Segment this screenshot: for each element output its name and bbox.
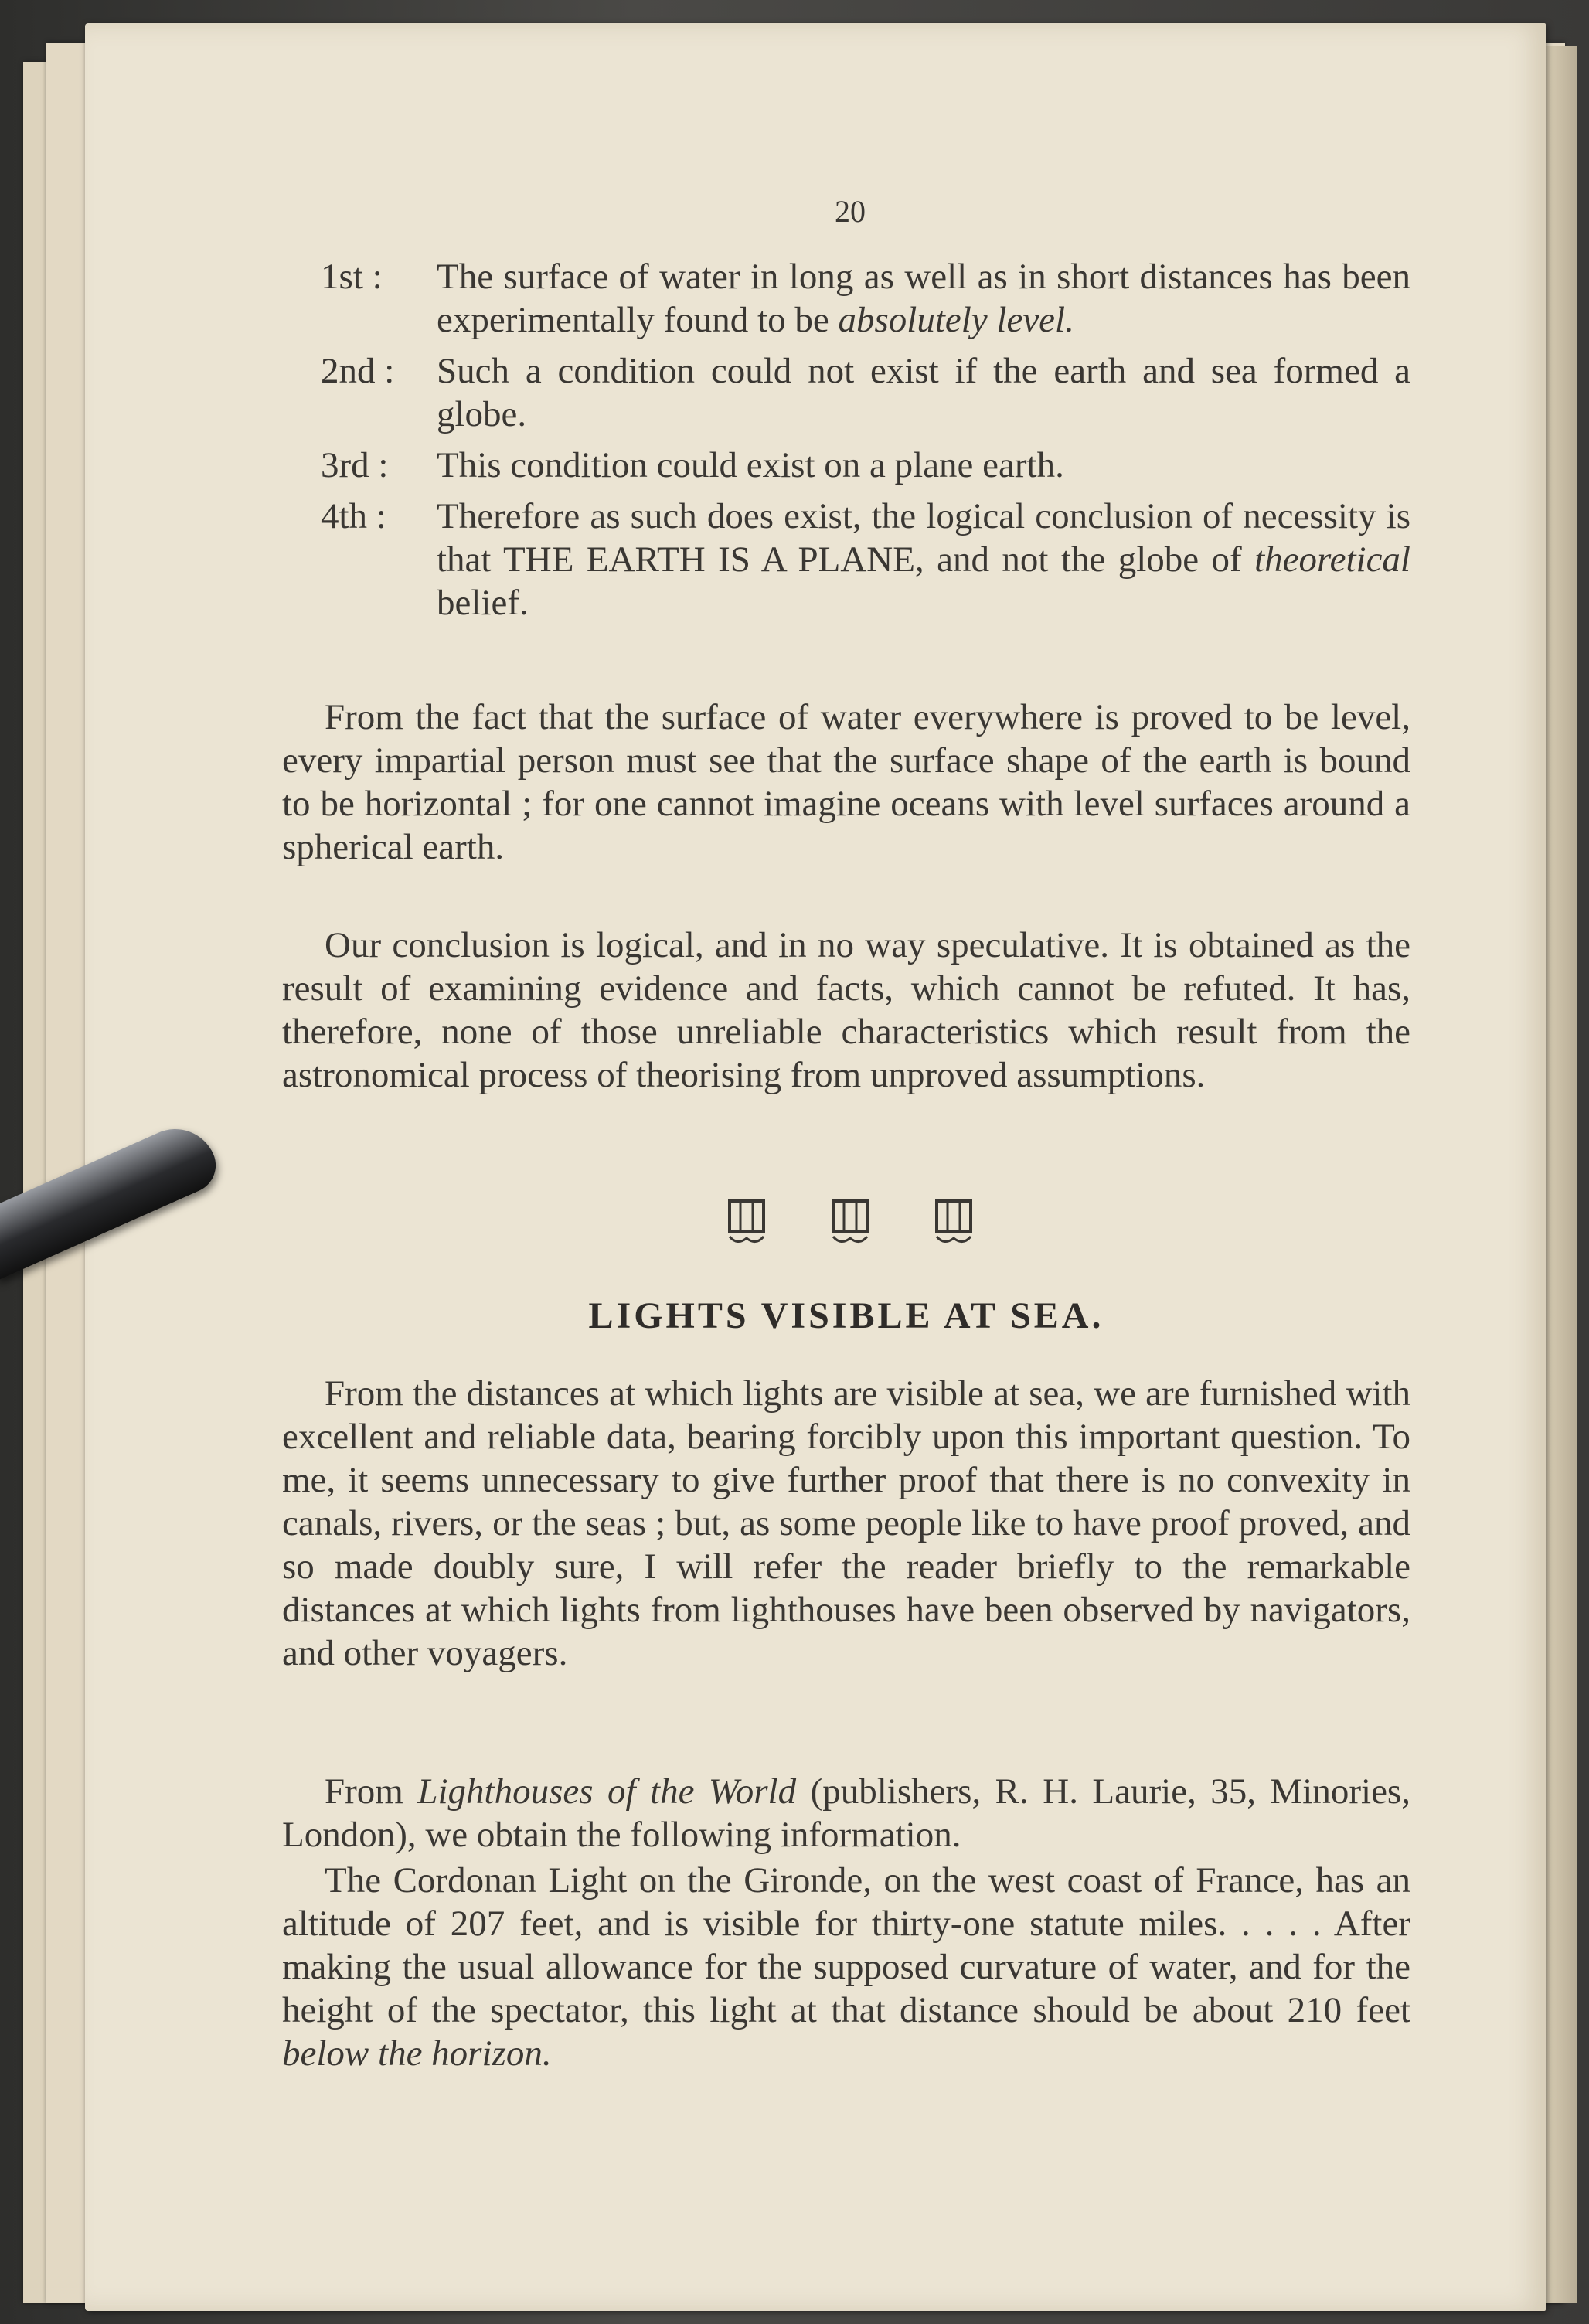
list-item (282, 349, 1410, 436)
list-label: 3rd : (321, 445, 389, 485)
book-title: Lighthouses of the World (417, 1771, 797, 1812)
list-text: Such a condition could not exist if the earth and sea formed a globe. (437, 351, 1410, 434)
list-label: 2nd : (321, 351, 395, 391)
list-text: This condition could exist on a plane earth. (437, 445, 1064, 485)
ornament-icon (830, 1198, 870, 1249)
paragraph: From the distances at which lights are visible at sea, we are furnished with excellent and reliable data, bearing forcibly upon this important question. To me, it seems unnecessary to give further proof that there is no convexity in canals, rivers, or the seas ; but, as some people like to have proof proved, and so made doubly sure, I will refer the reader briefly to the remarkable distances at which lights from lighthouses have been observed by navigators, and other voyagers. (282, 1373, 1410, 1673)
list-label: 1st : (321, 257, 383, 297)
page-number: 20 (835, 194, 866, 229)
ornament-icon (726, 1198, 767, 1249)
paragraph: Our conclusion is logical, and in no way speculative. It is obtained as the result of examining evidence and facts, which cannot be refuted. It has, therefore, none of those unreliable characteristics which result from the astronomical process of theorising from unproved assumptions. (282, 925, 1410, 1095)
list-text: Therefore as such does exist, the logical conclusion of necessity is that THE EARTH IS A PLANE, and not the globe of theoretical belief. (437, 496, 1410, 623)
emphasis: theoretical (1254, 539, 1410, 580)
list-item (282, 255, 1410, 342)
list-text: The surface of water in long as well as in short distances has been experimentally found to be absolutely level. (437, 257, 1410, 340)
ornament-icon (934, 1198, 974, 1249)
emphasis: below the horizon. (282, 2033, 552, 2074)
paragraph: From Lighthouses of the World (publishers, R. H. Laurie, 35, Minories, London), we obtain the following information. (282, 1771, 1410, 1855)
section-divider (726, 1198, 974, 1260)
numbered-points-list (282, 255, 1410, 632)
page-edge (1546, 46, 1577, 2303)
list-item (282, 444, 1410, 487)
emphasis: absolutely level. (838, 300, 1074, 340)
paragraph: From the fact that the surface of water everywhere is proved to be level, every impartial person must see that the surface shape of the earth is bound to be horizontal ; for one cannot imagine oceans with level surfaces around a spherical earth. (282, 697, 1410, 867)
paragraph: The Cordonan Light on the Gironde, on the west coast of France, has an altitude of 207 feet, and is visible for thirty-one statute miles. . . . . After making the usual allowance for the supposed curvature of water, and for the height of the spectator, this light at that distance should be about 210 feet below the horizon. (282, 1860, 1410, 2074)
list-label: 4th : (321, 496, 386, 536)
list-item (282, 495, 1410, 624)
section-heading: LIGHTS VISIBLE AT SEA. (588, 1295, 1104, 1336)
